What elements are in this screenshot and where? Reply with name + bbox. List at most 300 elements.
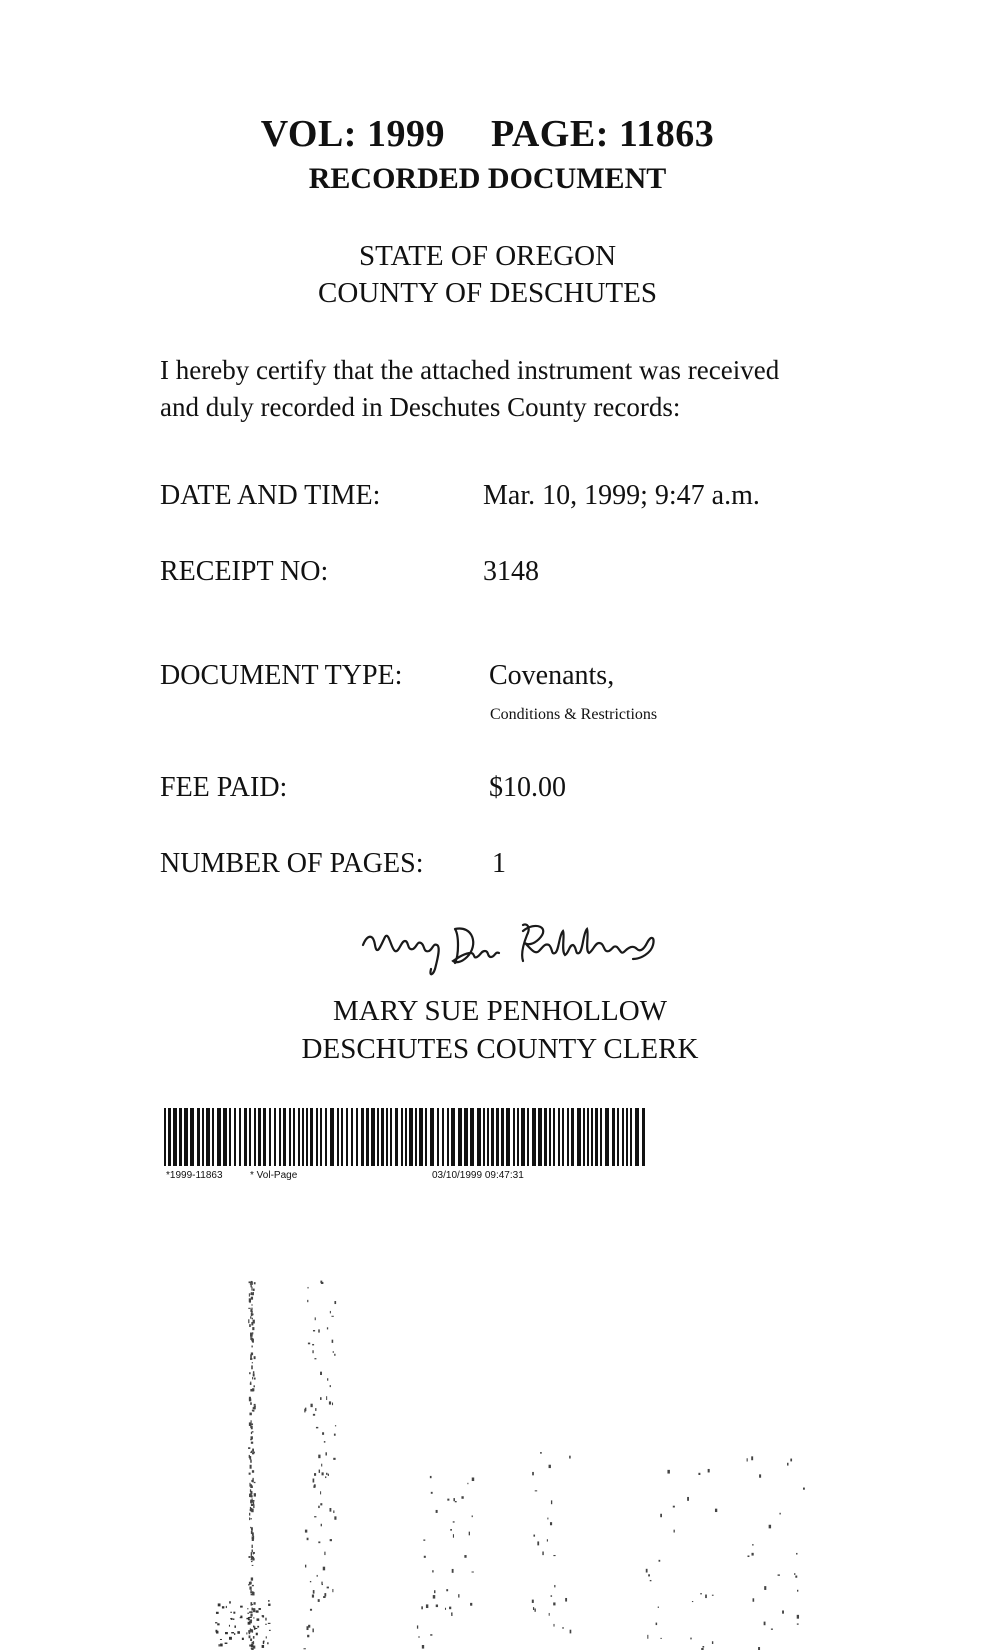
- date-time-label: DATE AND TIME:: [160, 480, 381, 511]
- noise-speck: [674, 1530, 675, 1533]
- noise-speck: [250, 1333, 252, 1337]
- receipt-value: 3148: [483, 556, 539, 587]
- noise-speck: [251, 1313, 253, 1315]
- noise-speck: [250, 1491, 252, 1495]
- noise-speck: [252, 1470, 254, 1473]
- noise-speck: [251, 1485, 253, 1488]
- noise-speck: [702, 1646, 704, 1648]
- barcode-bar: [470, 1108, 474, 1166]
- noise-speck: [251, 1648, 253, 1650]
- noise-speck: [249, 1494, 251, 1497]
- noise-speck: [253, 1371, 254, 1373]
- noise-speck: [333, 1458, 335, 1460]
- barcode-bar: [477, 1108, 481, 1166]
- barcode-bar: [371, 1108, 375, 1166]
- noise-speck: [314, 1516, 316, 1517]
- noise-speck: [250, 1518, 252, 1519]
- noise-speck: [432, 1570, 433, 1572]
- noise-speck: [252, 1592, 254, 1595]
- noise-speck: [436, 1510, 438, 1513]
- noise-speck: [249, 1611, 250, 1613]
- noise-speck: [248, 1617, 250, 1620]
- noise-speck: [449, 1607, 451, 1610]
- noise-speck: [327, 1327, 328, 1329]
- county-name: COUNTY OF DESCHUTES: [318, 277, 657, 309]
- noise-speck: [464, 1555, 466, 1558]
- noise-speck: [248, 1584, 249, 1585]
- barcode-bar: [330, 1108, 334, 1166]
- noise-speck: [250, 1389, 252, 1392]
- noise-speck: [646, 1569, 648, 1573]
- noise-speck: [265, 1618, 266, 1621]
- barcode-bar: [405, 1108, 407, 1166]
- noise-speck: [269, 1630, 271, 1631]
- noise-speck: [252, 1604, 253, 1605]
- noise-speck: [455, 1501, 457, 1502]
- barcode-bar: [521, 1108, 525, 1166]
- noise-speck: [320, 1372, 322, 1375]
- noise-speck: [305, 1565, 306, 1568]
- barcode-bar: [244, 1108, 247, 1166]
- barcode-bar: [395, 1108, 398, 1166]
- noise-speck: [262, 1645, 264, 1648]
- noise-speck: [313, 1414, 315, 1416]
- noise-speck: [335, 1425, 336, 1426]
- barcode-bar: [630, 1108, 632, 1166]
- volume-number: VOL: 1999: [260, 113, 445, 155]
- noise-speck: [330, 1385, 331, 1387]
- noise-speck: [248, 1630, 250, 1633]
- noise-speck: [553, 1555, 555, 1556]
- noise-speck: [251, 1311, 252, 1313]
- noise-speck: [247, 1608, 248, 1609]
- noise-speck: [323, 1596, 325, 1598]
- noise-speck: [251, 1281, 253, 1283]
- noise-speck: [250, 1316, 251, 1318]
- noise-speck: [321, 1282, 323, 1284]
- noise-speck: [250, 1293, 252, 1295]
- noise-speck: [252, 1332, 253, 1334]
- noise-speck: [320, 1397, 322, 1400]
- barcode-bar: [293, 1108, 295, 1166]
- noise-speck: [554, 1585, 555, 1587]
- noise-speck: [320, 1503, 322, 1505]
- noise-speck: [535, 1490, 537, 1491]
- noise-speck: [252, 1536, 254, 1539]
- noise-speck: [797, 1590, 798, 1592]
- noise-speck: [565, 1598, 567, 1602]
- noise-speck: [250, 1614, 252, 1617]
- noise-speck: [308, 1625, 310, 1628]
- noise-speck: [797, 1615, 799, 1619]
- noise-speck: [253, 1553, 254, 1554]
- noise-speck: [256, 1633, 258, 1636]
- noise-speck: [251, 1602, 253, 1605]
- noise-speck: [542, 1551, 543, 1555]
- noise-speck: [248, 1556, 250, 1558]
- noise-speck: [551, 1595, 553, 1597]
- noise-speck: [323, 1567, 325, 1571]
- noise-speck: [249, 1473, 251, 1475]
- noise-speck: [250, 1487, 252, 1488]
- noise-speck: [307, 1300, 308, 1302]
- noise-speck: [547, 1539, 548, 1541]
- noise-speck: [249, 1281, 251, 1283]
- noise-speck: [547, 1518, 548, 1520]
- noise-speck: [307, 1287, 308, 1289]
- noise-speck: [250, 1590, 251, 1594]
- noise-speck: [256, 1610, 259, 1612]
- noise-speck: [251, 1436, 253, 1439]
- noise-speck: [533, 1607, 534, 1610]
- noise-speck: [326, 1396, 327, 1400]
- noise-speck: [252, 1565, 254, 1566]
- barcode-bar: [600, 1108, 602, 1166]
- noise-speck: [458, 1594, 459, 1597]
- noise-speck: [252, 1591, 254, 1594]
- noise-speck: [251, 1451, 252, 1453]
- noise-speck: [549, 1465, 551, 1468]
- noise-speck: [334, 1516, 336, 1519]
- barcode-bar: [223, 1108, 227, 1166]
- noise-speck: [253, 1608, 255, 1612]
- noise-speck: [250, 1402, 252, 1405]
- noise-speck: [246, 1618, 248, 1619]
- noise-speck: [249, 1455, 250, 1458]
- noise-speck: [320, 1491, 321, 1494]
- noise-speck: [705, 1595, 707, 1599]
- noise-speck: [320, 1281, 322, 1284]
- barcode-bar: [642, 1108, 645, 1166]
- noise-speck: [249, 1484, 251, 1486]
- noise-speck: [252, 1327, 254, 1330]
- noise-speck: [252, 1532, 254, 1535]
- noise-speck: [319, 1470, 320, 1473]
- noise-speck: [303, 1648, 305, 1649]
- barcode-bar: [361, 1108, 364, 1166]
- noise-speck: [248, 1619, 250, 1620]
- barcode-bar: [538, 1108, 542, 1166]
- clerk-title: DESCHUTES COUNTY CLERK: [301, 1033, 699, 1065]
- receipt-label: RECEIPT NO:: [160, 556, 329, 587]
- noise-speck: [250, 1285, 251, 1287]
- noise-speck: [318, 1506, 320, 1508]
- noise-speck: [250, 1301, 251, 1303]
- barcode-bar: [458, 1108, 462, 1166]
- barcode-bar: [190, 1108, 194, 1166]
- noise-speck: [252, 1549, 253, 1552]
- noise-speck: [257, 1626, 259, 1628]
- barcode-bar: [496, 1108, 499, 1166]
- barcode-type-text: * Vol-Page: [250, 1170, 298, 1181]
- noise-speck: [250, 1507, 251, 1510]
- noise-speck: [797, 1623, 799, 1624]
- noise-speck: [251, 1557, 253, 1558]
- barcode-bar: [283, 1108, 286, 1166]
- noise-speck: [252, 1449, 254, 1452]
- barcode-bar: [442, 1108, 444, 1166]
- noise-speck: [715, 1509, 717, 1512]
- barcode-bar: [562, 1108, 564, 1166]
- barcode-bar: [491, 1108, 494, 1166]
- noise-speck: [252, 1642, 254, 1644]
- noise-speck: [778, 1574, 780, 1575]
- barcode-bar: [249, 1108, 251, 1166]
- noise-speck: [253, 1407, 255, 1409]
- noise-speck: [262, 1615, 264, 1617]
- barcode-bar: [269, 1108, 271, 1166]
- barcode-bar: [595, 1108, 598, 1166]
- noise-speck: [251, 1423, 253, 1425]
- noise-speck: [225, 1632, 228, 1634]
- noise-speck: [418, 1636, 419, 1637]
- noise-speck: [252, 1498, 253, 1501]
- barcode-bar: [517, 1108, 519, 1166]
- certification-statement: I hereby certify that the attached instrument was received and duly recorded in Deschutes County records:: [160, 355, 780, 422]
- noise-speck: [796, 1553, 797, 1555]
- noise-speck: [660, 1514, 662, 1517]
- noise-speck: [540, 1452, 542, 1454]
- noise-speck: [253, 1646, 255, 1649]
- noise-speck: [312, 1350, 313, 1353]
- noise-speck: [650, 1580, 652, 1581]
- number-of-pages-value: 1: [492, 848, 506, 879]
- noise-speck: [314, 1484, 316, 1487]
- noise-speck: [226, 1606, 227, 1608]
- noise-speck: [268, 1604, 270, 1606]
- noise-speck: [268, 1623, 271, 1624]
- noise-speck: [310, 1581, 311, 1582]
- barcode-bar: [513, 1108, 515, 1166]
- noise-speck: [553, 1624, 554, 1627]
- noise-speck: [249, 1635, 251, 1638]
- noise-speck: [333, 1351, 334, 1353]
- barcode-bar: [202, 1108, 204, 1166]
- noise-speck: [249, 1298, 251, 1302]
- barcode-bar: [577, 1108, 581, 1166]
- noise-speck: [307, 1635, 309, 1638]
- barcode-bar: [164, 1108, 166, 1166]
- noise-speck: [251, 1629, 253, 1632]
- noise-speck: [334, 1354, 335, 1356]
- noise-speck: [250, 1424, 251, 1427]
- noise-speck: [249, 1517, 250, 1520]
- noise-speck: [712, 1595, 714, 1596]
- noise-speck: [307, 1538, 309, 1540]
- document-barcode: [164, 1108, 648, 1166]
- noise-speck: [316, 1427, 318, 1428]
- noise-speck: [469, 1532, 470, 1536]
- noise-speck: [790, 1459, 792, 1462]
- noise-speck: [250, 1459, 251, 1462]
- noise-speck: [215, 1630, 217, 1633]
- noise-speck: [251, 1365, 253, 1369]
- noise-speck: [230, 1618, 231, 1619]
- barcode-bar: [626, 1108, 628, 1166]
- noise-speck: [249, 1413, 251, 1416]
- noise-speck: [247, 1613, 249, 1614]
- noise-speck: [532, 1600, 534, 1603]
- number-of-pages-label: NUMBER OF PAGES:: [160, 848, 424, 879]
- noise-speck: [690, 1638, 691, 1640]
- noise-speck: [251, 1304, 252, 1305]
- volume-page-heading: [0, 112, 975, 156]
- noise-speck: [252, 1480, 254, 1483]
- noise-speck: [648, 1574, 650, 1576]
- noise-speck: [700, 1593, 702, 1594]
- noise-speck: [327, 1587, 329, 1589]
- noise-speck: [313, 1485, 314, 1487]
- noise-speck: [325, 1452, 326, 1455]
- noise-speck: [251, 1426, 253, 1430]
- barcode-bar: [622, 1108, 624, 1166]
- noise-speck: [324, 1441, 326, 1443]
- noise-speck: [553, 1602, 555, 1605]
- noise-speck: [267, 1642, 268, 1644]
- noise-speck: [230, 1612, 232, 1613]
- barcode-bar: [263, 1108, 266, 1166]
- barcode-bar: [254, 1108, 256, 1166]
- noise-speck: [450, 1529, 452, 1531]
- barcode-bar: [506, 1108, 510, 1166]
- noise-speck: [263, 1641, 264, 1643]
- noise-speck: [446, 1589, 448, 1591]
- noise-speck: [253, 1558, 254, 1560]
- noise-speck: [250, 1452, 252, 1453]
- barcode-bar: [605, 1108, 609, 1166]
- barcode-bar: [289, 1108, 291, 1166]
- noise-speck: [251, 1313, 253, 1316]
- noise-speck: [253, 1504, 254, 1508]
- noise-speck: [330, 1311, 331, 1313]
- noise-speck: [250, 1619, 252, 1621]
- barcode-bar: [217, 1108, 221, 1166]
- noise-speck: [253, 1500, 254, 1502]
- barcode-bar: [617, 1108, 619, 1166]
- noise-speck: [252, 1585, 254, 1586]
- noise-speck: [570, 1630, 572, 1634]
- noise-speck: [254, 1602, 256, 1605]
- barcode-bar: [168, 1108, 171, 1166]
- noise-speck: [305, 1408, 306, 1412]
- noise-speck: [252, 1478, 253, 1482]
- barcode-bar: [184, 1108, 188, 1166]
- noise-speck: [253, 1502, 254, 1505]
- noise-speck: [472, 1477, 474, 1481]
- noise-speck: [253, 1636, 255, 1639]
- noise-speck: [251, 1352, 253, 1355]
- noise-speck: [251, 1577, 253, 1580]
- noise-speck: [253, 1641, 254, 1644]
- noise-speck: [249, 1513, 250, 1516]
- noise-speck: [251, 1629, 253, 1632]
- noise-speck: [252, 1410, 254, 1411]
- noise-speck: [229, 1625, 230, 1627]
- noise-speck: [332, 1589, 333, 1592]
- noise-speck: [229, 1637, 232, 1640]
- noise-speck: [252, 1452, 254, 1454]
- noise-speck: [313, 1330, 315, 1331]
- noise-speck: [325, 1476, 326, 1478]
- noise-speck: [250, 1500, 252, 1504]
- noise-speck: [225, 1643, 228, 1644]
- noise-speck: [426, 1604, 428, 1608]
- noise-speck: [423, 1539, 425, 1540]
- noise-speck: [251, 1561, 253, 1562]
- noise-speck: [318, 1329, 320, 1332]
- noise-speck: [795, 1576, 797, 1578]
- barcode-bar: [337, 1108, 339, 1166]
- barcode-bar: [351, 1108, 353, 1166]
- noise-speck: [324, 1593, 326, 1596]
- noise-speck: [249, 1398, 251, 1401]
- noise-speck: [551, 1500, 552, 1504]
- noise-speck: [249, 1483, 250, 1487]
- noise-speck: [430, 1634, 432, 1635]
- document-type-label: DOCUMENT TYPE:: [160, 660, 403, 691]
- noise-speck: [248, 1618, 249, 1620]
- barcode-bar: [346, 1108, 348, 1166]
- noise-speck: [254, 1626, 256, 1630]
- noise-speck: [318, 1599, 320, 1602]
- noise-speck: [229, 1601, 231, 1603]
- fee-paid-label: FEE PAID:: [160, 772, 288, 803]
- barcode-bar: [239, 1108, 241, 1166]
- noise-speck: [447, 1499, 449, 1501]
- noise-speck: [318, 1541, 320, 1543]
- noise-speck: [250, 1628, 251, 1631]
- noise-speck: [332, 1403, 333, 1406]
- noise-speck: [334, 1434, 336, 1436]
- noise-speck: [764, 1622, 766, 1626]
- noise-speck: [249, 1372, 250, 1374]
- noise-speck: [452, 1569, 454, 1573]
- noise-speck: [251, 1442, 253, 1444]
- noise-speck: [251, 1559, 252, 1561]
- noise-speck: [233, 1619, 235, 1620]
- noise-speck: [265, 1624, 266, 1625]
- barcode-bar: [567, 1108, 569, 1166]
- noise-speck: [317, 1575, 318, 1577]
- noise-speck: [322, 1472, 324, 1475]
- noise-speck: [434, 1590, 435, 1593]
- barcode-bar: [206, 1108, 210, 1166]
- noise-speck: [250, 1493, 252, 1496]
- noise-speck: [222, 1606, 224, 1608]
- noise-speck: [251, 1297, 253, 1300]
- noise-speck: [251, 1644, 253, 1646]
- noise-speck: [216, 1631, 217, 1633]
- noise-speck: [252, 1292, 254, 1295]
- barcode-bar: [381, 1108, 384, 1166]
- barcode-bar: [179, 1108, 182, 1166]
- noise-speck: [251, 1621, 252, 1623]
- barcode-bar: [437, 1108, 439, 1166]
- noise-speck: [240, 1616, 242, 1618]
- noise-speck: [251, 1495, 253, 1497]
- noise-speck: [321, 1582, 322, 1584]
- noise-speck: [659, 1560, 661, 1562]
- noise-speck: [310, 1609, 312, 1611]
- noise-speck: [254, 1282, 256, 1284]
- barcode-bar: [390, 1108, 392, 1166]
- noise-speck: [253, 1289, 255, 1291]
- noise-speck: [550, 1522, 552, 1525]
- noise-speck: [249, 1582, 251, 1585]
- noise-speck: [252, 1362, 253, 1363]
- barcode-bar: [558, 1108, 560, 1166]
- noise-speck: [249, 1617, 251, 1618]
